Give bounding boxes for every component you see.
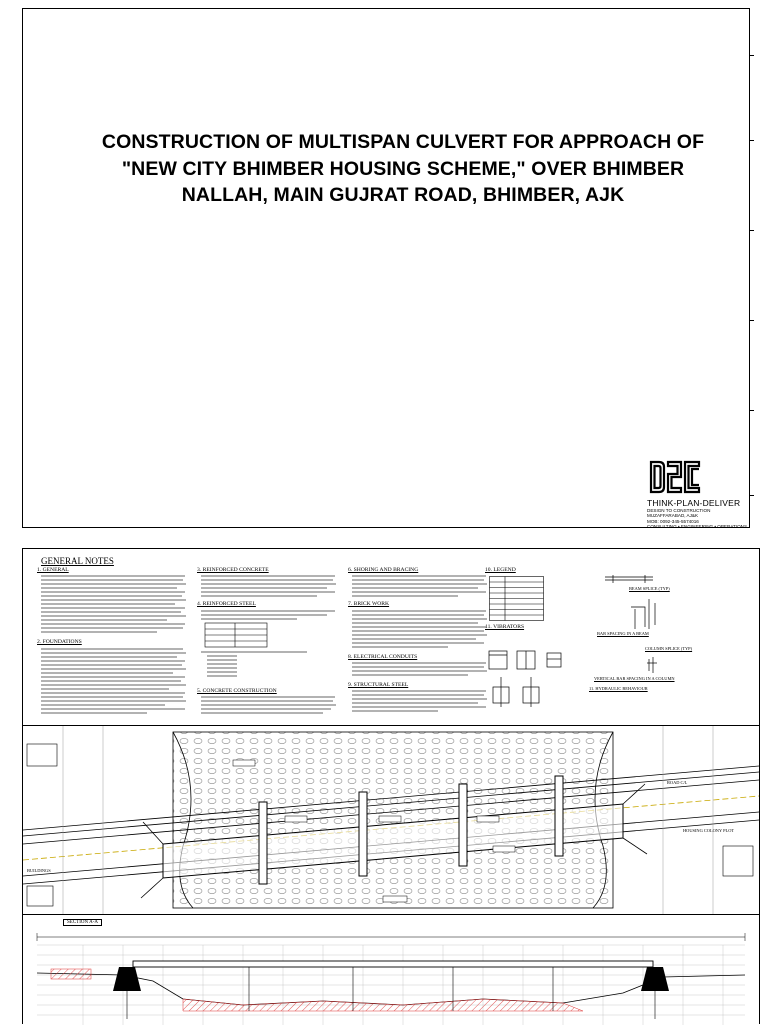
steel-table [197,608,337,686]
section-heading: 11. VIBRATORS [485,624,525,630]
brand-line: DESIGN TO CONSTRUCTION [647,508,711,513]
notes-text-lines [197,694,337,718]
margin-tick [750,230,754,231]
plan-view [23,725,759,915]
margin-tick [750,320,754,321]
section-heading: 8. ELECTRICAL CONDUITS [348,653,418,660]
brand-tagline: THINK-PLAN-DELIVER [647,498,741,508]
buildings-label: BUILDINGS [27,868,51,873]
margin-tick [750,140,754,141]
notes-text-lines [348,608,488,652]
section-heading: 5. CONCRETE CONSTRUCTION [197,687,277,694]
section-heading: 6. SHORING AND BRACING [348,567,419,573]
section-view [23,915,759,1025]
brand-line: MOB: 0092-345-5574016 [647,518,699,524]
section-label: SECTION A-A [63,919,102,926]
bar-spacing-label: BAR SPACING IN A BEAM [597,631,649,636]
title-line-1: CONSTRUCTION OF MULTISPAN CULVERT FOR APPROACH OF [101,131,705,153]
brand-block [647,499,747,530]
section-heading: 9. STRUCTURAL STEEL [348,682,409,689]
stirrup-details [483,647,593,723]
cover-sheet [22,8,750,528]
d2c-logo-icon [649,459,701,495]
title-line-3: NALLAH, MAIN GUJRAT ROAD, BHIMBER, AJK [181,184,625,206]
beam-splice-label: BEAM SPLICE (TYP) [629,586,670,591]
margin-tick [750,410,754,411]
vibrators-heading [485,624,524,630]
vertical-spacing-label: VERTICAL BAR SPACING IN A COLUMN [594,676,675,681]
notes-column-3 [348,567,488,719]
notes-text-lines [37,573,187,637]
section-heading: 3. REINFORCED CONCRETE [197,567,269,573]
column-splice-label: COLUMN SPLICE (TYP) [645,646,693,651]
section-heading: 4. REINFORCED STEEL [197,601,256,608]
margin-tick [750,495,754,496]
drawing-sheet [22,548,760,1024]
section-heading: 1. GENERAL [37,567,69,573]
legend-table [489,576,545,622]
notes-text-lines [197,573,337,599]
road-label: ROAD C/L [667,780,688,785]
brand-line: CONSULTING • ENGINEERING • OPERATIONS [647,524,748,530]
hydraulic-label: 11. HYDRAULIC BEHAVIOUR [589,686,648,691]
notes-text-lines [348,660,488,680]
margin-tick [750,55,754,56]
title-line-2: "NEW CITY BHIMBER HOUSING SCHEME," OVER BHIMBER [121,157,685,180]
culvert-plan-drawing [23,726,759,914]
general-notes-title: GENERAL NOTES [41,556,114,566]
section-heading: 7. BRICK WORK [348,601,390,608]
brand-line: MUZAFFARABAD, AJ&K [647,513,699,519]
legend-heading [485,567,516,573]
notes-text-lines [348,688,488,716]
notes-text-lines [37,646,187,718]
notes-column-1 [37,567,187,720]
project-title [63,129,743,209]
notes-column-2 [197,567,339,720]
section-heading: 2. FOUNDATIONS [37,639,82,646]
section-heading: 10. LEGEND [485,567,516,573]
culvert-section-drawing [23,915,759,1025]
colony-label: HOUSING COLONY PLOT [683,828,735,833]
notes-text-lines [348,573,488,599]
